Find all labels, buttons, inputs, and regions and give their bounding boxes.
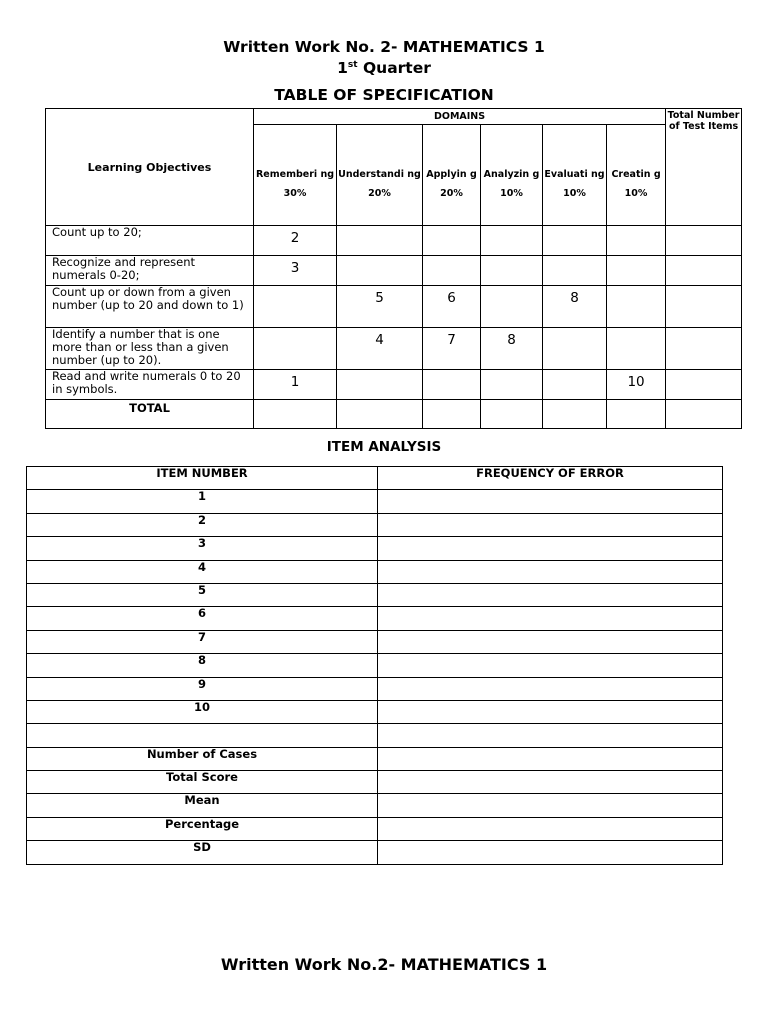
- item-cell: [423, 370, 481, 400]
- total-row: [46, 400, 742, 429]
- item-cell: [666, 256, 742, 286]
- learning-objectives-header: Learning Objectives: [46, 109, 254, 226]
- table-row: [27, 630, 723, 653]
- item-number-cell: 3: [27, 537, 378, 560]
- summary-value: [378, 794, 723, 817]
- domain-percent: 20%: [368, 188, 391, 199]
- total-cell: [481, 400, 543, 429]
- item-cell: [543, 256, 607, 286]
- document-title: Written Work No. 2- MATHEMATICS 1: [223, 38, 545, 56]
- frequency-cell: [378, 630, 723, 653]
- table-row: [27, 490, 723, 513]
- item-cell: 1: [254, 370, 337, 400]
- item-number-cell: 7: [27, 630, 378, 653]
- item-cell: 5: [337, 286, 423, 328]
- footer-title: Written Work No.2- MATHEMATICS 1: [220, 955, 548, 974]
- table-row: [46, 226, 742, 256]
- total-cell: [254, 400, 337, 429]
- item-cell: [423, 226, 481, 256]
- frequency-cell: [378, 677, 723, 700]
- summary-label: SD: [27, 841, 378, 864]
- table-row: [46, 256, 742, 286]
- summary-value: [378, 747, 723, 770]
- domain-header: [423, 125, 481, 226]
- summary-value: [378, 817, 723, 840]
- frequency-cell: [378, 724, 723, 747]
- item-cell: [481, 286, 543, 328]
- item-number-cell: 10: [27, 700, 378, 723]
- item-number-cell: 6: [27, 607, 378, 630]
- item-number-cell: 5: [27, 583, 378, 606]
- summary-row: [27, 841, 723, 864]
- item-number-cell: 1: [27, 490, 378, 513]
- objective-cell: Count up or down from a given number (up to 20 and down to 1): [46, 286, 254, 328]
- frequency-cell: [378, 537, 723, 560]
- item-cell: [481, 226, 543, 256]
- domain-header: [543, 125, 607, 226]
- objective-cell: Identify a number that is one more than or less than a given number (up to 20).: [46, 328, 254, 370]
- summary-value: [378, 771, 723, 794]
- frequency-cell: [378, 700, 723, 723]
- frequency-cell: [378, 513, 723, 536]
- frequency-cell: [378, 490, 723, 513]
- item-cell: [254, 286, 337, 328]
- quarter-title: [0, 59, 768, 77]
- frequency-of-error-header: FREQUENCY OF ERROR: [378, 467, 723, 490]
- total-cell: [543, 400, 607, 429]
- tos-title: TABLE OF SPECIFICATION: [274, 86, 494, 104]
- domain-percent: 10%: [624, 188, 648, 199]
- item-cell: [666, 370, 742, 400]
- domain-header: [607, 125, 666, 226]
- objective-cell: Count up to 20;: [46, 226, 254, 256]
- total-cell: [607, 400, 666, 429]
- total-label: TOTAL: [46, 400, 254, 429]
- summary-row: [27, 771, 723, 794]
- item-cell: 8: [543, 286, 607, 328]
- item-cell: [481, 256, 543, 286]
- item-number-header: ITEM NUMBER: [27, 467, 378, 490]
- table-row: [27, 677, 723, 700]
- domain-header: [481, 125, 543, 226]
- quarter-suffix: st: [347, 60, 358, 70]
- item-number-cell: 2: [27, 513, 378, 536]
- domain-name: Analyzin g: [483, 169, 540, 180]
- table-row: [27, 513, 723, 536]
- item-cell: [607, 256, 666, 286]
- item-cell: [543, 370, 607, 400]
- domain-percent: 10%: [563, 188, 586, 199]
- item-cell: [337, 256, 423, 286]
- item-number-cell: [27, 724, 378, 747]
- item-cell: 7: [423, 328, 481, 370]
- item-cell: [666, 226, 742, 256]
- item-cell: 10: [607, 370, 666, 400]
- frequency-cell: [378, 583, 723, 606]
- total-items-header: Total Number of Test Items: [666, 109, 742, 226]
- domain-name: Evaluati ng: [544, 169, 605, 180]
- item-cell: 2: [254, 226, 337, 256]
- item-cell: [543, 226, 607, 256]
- frequency-cell: [378, 654, 723, 677]
- item-number-cell: 9: [27, 677, 378, 700]
- table-row: [27, 724, 723, 747]
- total-cell: [337, 400, 423, 429]
- summary-value: [378, 841, 723, 864]
- item-cell: [337, 370, 423, 400]
- total-cell: [666, 400, 742, 429]
- domain-header: [337, 125, 423, 226]
- item-cell: [607, 286, 666, 328]
- frequency-cell: [378, 560, 723, 583]
- item-cell: [607, 328, 666, 370]
- item-cell: [607, 226, 666, 256]
- summary-row: [27, 794, 723, 817]
- table-row: [46, 370, 742, 400]
- table-row: [27, 560, 723, 583]
- table-row: [27, 583, 723, 606]
- item-cell: [543, 328, 607, 370]
- domain-name: Applyin g: [426, 169, 477, 180]
- item-analysis-title: ITEM ANALYSIS: [326, 439, 442, 455]
- item-cell: 8: [481, 328, 543, 370]
- quarter-label: Quarter: [357, 59, 431, 77]
- item-cell: [666, 286, 742, 328]
- summary-label: Total Score: [27, 771, 378, 794]
- item-analysis-table: [26, 466, 723, 865]
- domains-header: DOMAINS: [254, 109, 666, 125]
- table-row: [46, 286, 742, 328]
- item-cell: [481, 370, 543, 400]
- domain-percent: 20%: [440, 188, 463, 199]
- item-cell: 3: [254, 256, 337, 286]
- item-cell: [254, 328, 337, 370]
- domain-name: Rememberi ng: [255, 169, 335, 180]
- summary-label: Number of Cases: [27, 747, 378, 770]
- item-cell: 4: [337, 328, 423, 370]
- summary-label: Mean: [27, 794, 378, 817]
- table-of-specification: [45, 108, 742, 429]
- item-cell: [666, 328, 742, 370]
- total-cell: [423, 400, 481, 429]
- item-cell: [337, 226, 423, 256]
- table-row: [46, 328, 742, 370]
- domain-percent: 30%: [283, 188, 307, 199]
- objective-cell: Read and write numerals 0 to 20 in symbols.: [46, 370, 254, 400]
- table-row: [27, 607, 723, 630]
- item-number-cell: 4: [27, 560, 378, 583]
- table-row: [27, 537, 723, 560]
- table-header-row: [27, 467, 723, 490]
- objective-cell: Recognize and represent numerals 0-20;: [46, 256, 254, 286]
- item-number-cell: 8: [27, 654, 378, 677]
- domain-header: [254, 125, 337, 226]
- summary-row: [27, 747, 723, 770]
- item-cell: [423, 256, 481, 286]
- quarter-number: 1: [337, 59, 348, 77]
- frequency-cell: [378, 607, 723, 630]
- table-row: [27, 654, 723, 677]
- table-row: [27, 700, 723, 723]
- domain-name: Understandi ng: [338, 169, 421, 180]
- domain-name: Creatin g: [611, 169, 661, 180]
- domain-percent: 10%: [500, 188, 523, 199]
- summary-row: [27, 817, 723, 840]
- item-cell: 6: [423, 286, 481, 328]
- summary-label: Percentage: [27, 817, 378, 840]
